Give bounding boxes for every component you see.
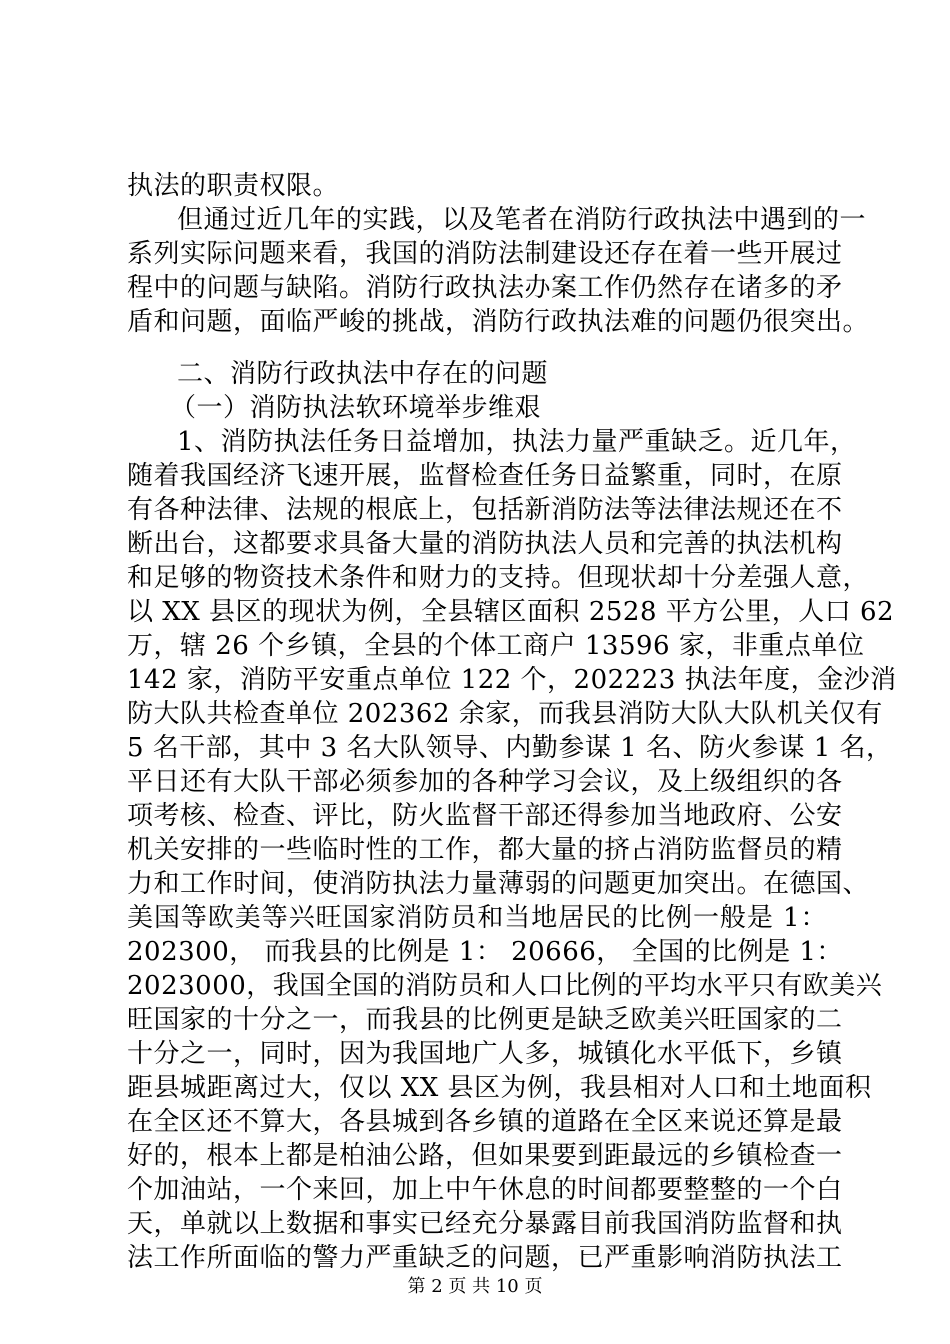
text-line: 1、消防执法任务日益增加，执法力量严重缺乏。近几年，	[177, 427, 857, 457]
text-line: 5 名干部，其中 3 名大队领导、内勤参谋 1 名、防火参谋 1 名，	[127, 733, 893, 763]
text-line: 2023000，我国全国的消防员和人口比例的平均水平只有欧美兴	[127, 971, 883, 1001]
text-line: 万，辖 26 个乡镇，全县的个体工商户 13596 家，非重点单位	[127, 631, 865, 661]
text-line: 以 XX 县区的现状为例，全县辖区面积 2528 平方公里，人口 62	[127, 597, 895, 627]
text-line: 随着我国经济飞速开展，监督检查任务日益繁重，同时，在原	[127, 461, 843, 491]
text-line: 好的，根本上都是柏油公路，但如果要到距最远的乡镇检查一	[127, 1141, 843, 1171]
text-line: 断出台，这都要求具备大量的消防执法人员和完善的执法机构	[127, 529, 843, 559]
text-line: 防大队共检查单位 202362 余家，而我县消防大队大队机关仅有	[127, 699, 883, 729]
text-line: 执法的职责权限。	[127, 171, 340, 201]
text-line: 天，单就以上数据和事实已经充分暴露目前我国消防监督和执	[127, 1209, 843, 1239]
text-line: 在全区还不算大，各县城到各乡镇的道路在全区来说还算是最	[127, 1107, 843, 1137]
section-heading: 二、消防行政执法中存在的问题	[177, 359, 549, 389]
text-line: 机关安排的一些临时性的工作，都大量的挤占消防监督员的精	[127, 835, 843, 865]
text-line: 但通过近几年的实践，以及笔者在消防行政执法中遇到的一	[177, 205, 867, 235]
text-line: 距县城距离过大，仅以 XX 县区为例，我县相对人口和土地面积	[127, 1073, 872, 1103]
text-line: 个加油站，一个来回，加上中午休息的时间都要整整的一个白	[127, 1175, 843, 1205]
text-line: 盾和问题，面临严峻的挑战，消防行政执法难的问题仍很突出。	[127, 307, 870, 337]
text-line: 平日还有大队干部必须参加的各种学习会议，及上级组织的各	[127, 767, 843, 797]
text-line: 有各种法律、法规的根底上，包括新消防法等法律法规还在不	[127, 495, 843, 525]
text-line: 十分之一，同时，因为我国地广人多，城镇化水平低下，乡镇	[127, 1039, 843, 1069]
page-footer: 第 2 页 共 10 页	[407, 1276, 543, 1297]
text-line: 法工作所面临的警力严重缺乏的问题，已严重影响消防执法工	[127, 1243, 843, 1273]
text-line: 旺国家的十分之一，而我县的比例更是缺乏欧美兴旺国家的二	[127, 1005, 843, 1035]
text-line: 系列实际问题来看，我国的消防法制建设还存在着一些开展过	[127, 239, 843, 269]
text-line: 和足够的物资技术条件和财力的支持。但现状却十分差强人意，	[127, 563, 870, 593]
text-line: 力和工作时间，使消防执法力量薄弱的问题更加突出。在德国、	[127, 869, 870, 899]
text-line: 142 家，消防平安重点单位 122 个，202223 执法年度，金沙消	[127, 665, 897, 695]
text-line: 202300， 而我县的比例是 1： 20666， 全国的比例是 1：	[127, 937, 843, 967]
text-line: 程中的问题与缺陷。消防行政执法办案工作仍然存在诸多的矛	[127, 273, 843, 303]
text-line: 美国等欧美等兴旺国家消防员和当地居民的比例一般是 1：	[127, 903, 827, 933]
text-line: 项考核、检查、评比，防火监督干部还得参加当地政府、公安	[127, 801, 843, 831]
subsection-heading: （一）消防执法软环境举步维艰	[170, 393, 542, 423]
